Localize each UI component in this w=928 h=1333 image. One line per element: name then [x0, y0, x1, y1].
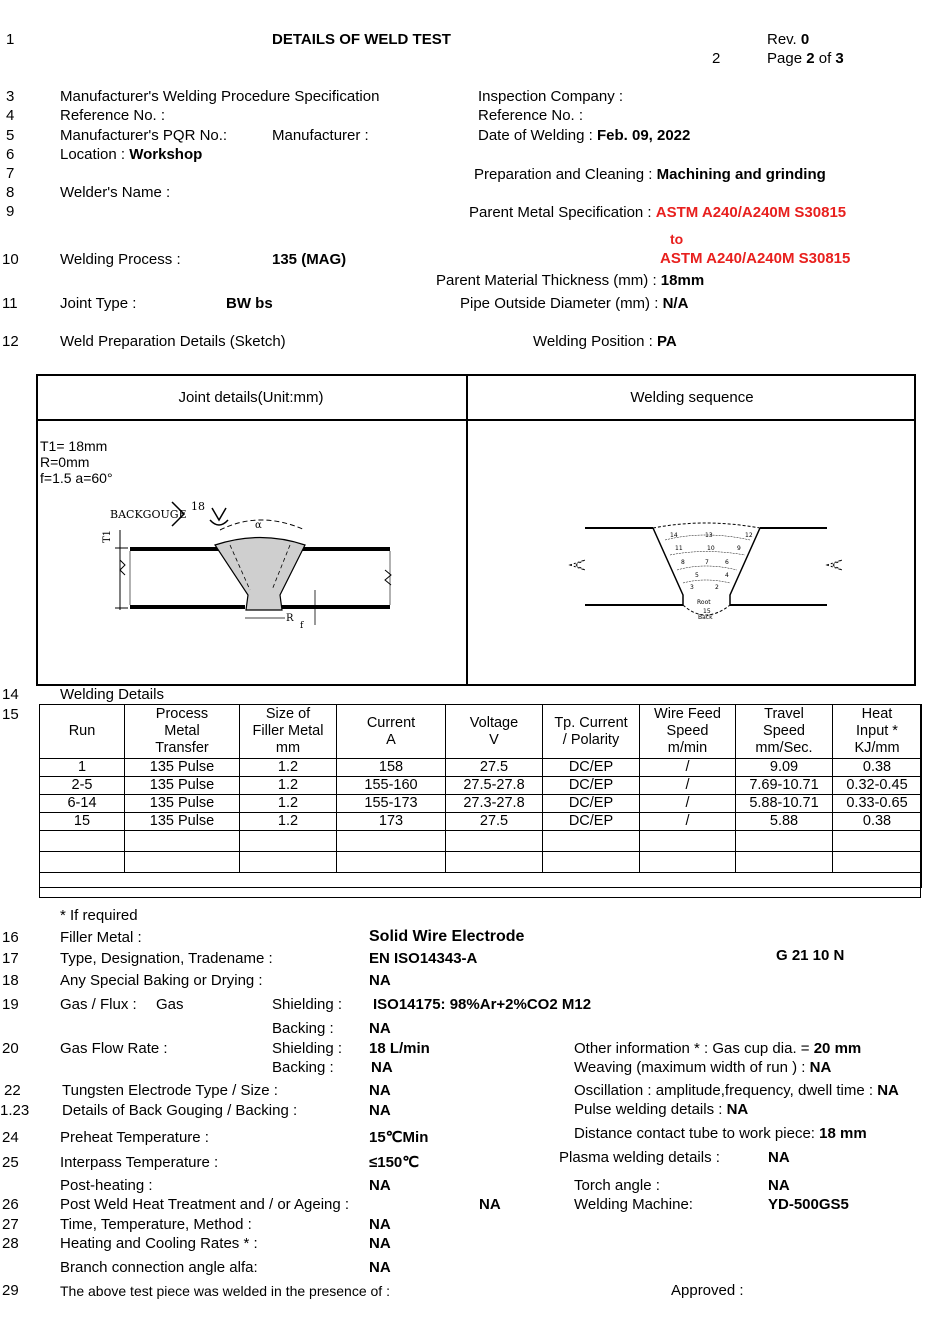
back-gouging-label: Details of Back Gouging / Backing : [62, 1102, 298, 1119]
svg-text:13: 13 [705, 532, 713, 539]
table-cell: 5.88 [736, 813, 833, 831]
parent-metal-spec: Parent Metal Specification : ASTM A240/A240M S30815 [469, 204, 847, 221]
page-title: DETAILS OF WELD TEST [272, 31, 451, 48]
welding-machine-value: YD-500GS5 [768, 1196, 849, 1213]
column-header: Tp. Current / Polarity [543, 705, 640, 759]
line-number: 26 [2, 1196, 19, 1213]
table-cell: 158 [337, 759, 446, 777]
table-cell: 135 Pulse [125, 777, 240, 795]
gas-flux-label: Gas / Flux : [60, 996, 137, 1013]
welding-process-value: 135 (MAG) [272, 251, 347, 268]
type-designation-label: Type, Designation, Tradename : [60, 950, 273, 967]
line-number: 11 [2, 295, 18, 312]
table-row [40, 777, 922, 795]
welder-name-label: Welder's Name : [60, 184, 171, 201]
parent-metal-to: to [670, 231, 684, 247]
svg-text:R: R [286, 613, 294, 624]
table-cell: 7.69-10.71 [736, 777, 833, 795]
line-number: 14 [2, 686, 19, 703]
table-cell: 27.5 [446, 813, 543, 831]
column-header: Travel Speed mm/Sec. [736, 705, 833, 759]
svg-text:4: 4 [725, 572, 729, 579]
revision: Rev. 0 [767, 31, 810, 48]
preheat-label: Preheat Temperature : [60, 1129, 209, 1146]
table-cell: 27.5 [446, 759, 543, 777]
heating-rates-value: NA [369, 1235, 391, 1252]
svg-text:7: 7 [705, 559, 709, 566]
table-cell: / [640, 759, 736, 777]
table-cell: 15 [40, 813, 125, 831]
gas-flow-label: Gas Flow Rate : [60, 1040, 168, 1057]
joint-detail-drawing [100, 490, 410, 635]
welding-sequence-drawing [565, 520, 850, 625]
table-cell: 27.3-27.8 [446, 795, 543, 813]
table-cell: 27.5-27.8 [446, 777, 543, 795]
other-information: Other information * : Gas cup dia. = 20 mm [574, 1040, 862, 1057]
line-number: 20 [2, 1040, 19, 1057]
manufacturer-label: Manufacturer : [272, 127, 369, 144]
flow-shielding-value: 18 L/min [369, 1040, 430, 1057]
table-cell: 1.2 [240, 777, 337, 795]
column-header: Run [40, 705, 125, 759]
column-header: Process Metal Transfer [125, 705, 240, 759]
svg-text:5: 5 [695, 572, 699, 579]
backing-label: Backing : [272, 1020, 334, 1037]
table-cell: 0.32-0.45 [833, 777, 922, 795]
table-row [40, 759, 922, 777]
plasma-label: Plasma welding details : [559, 1149, 720, 1166]
tungsten-label: Tungsten Electrode Type / Size : [62, 1082, 278, 1099]
type-designation-value-2: G 21 10 N [776, 947, 845, 964]
pwht-label: Post Weld Heat Treatment and / or Ageing : [60, 1196, 350, 1213]
table-cell: DC/EP [543, 795, 640, 813]
table-cell: DC/EP [543, 777, 640, 795]
pulse-welding: Pulse welding details : NA [574, 1101, 749, 1118]
preheat-value: 15℃Min [369, 1129, 429, 1146]
table-cell: 135 Pulse [125, 813, 240, 831]
location: Location : Workshop [60, 146, 203, 163]
torch-angle-label: Torch angle : [574, 1177, 660, 1194]
table-row-empty [40, 831, 922, 852]
gas-label: Gas [156, 996, 184, 1013]
column-header: Wire Feed Speed m/min [640, 705, 736, 759]
column-header: Current A [337, 705, 446, 759]
table-cell: 9.09 [736, 759, 833, 777]
time-temp-label: Time, Temperature, Method : [60, 1216, 252, 1233]
tungsten-value: NA [369, 1082, 391, 1099]
shielding-value: ISO14175: 98%Ar+2%CO2 M12 [373, 996, 592, 1013]
table-row [40, 813, 922, 831]
table-cell: 1 [40, 759, 125, 777]
svg-text:3: 3 [690, 584, 694, 591]
line-number: 9 [6, 203, 15, 220]
svg-text:BACKGOUGE: BACKGOUGE [110, 508, 187, 521]
pipe-diameter: Pipe Outside Diameter (mm) : N/A [460, 295, 689, 312]
line-number: 22 [4, 1082, 21, 1099]
flow-backing-value: NA [371, 1059, 393, 1076]
line-number: 6 [6, 146, 15, 163]
line-number: 16 [2, 929, 19, 946]
sketch-header-line [36, 419, 916, 421]
svg-text:f: f [300, 621, 304, 631]
table-cell: 155-160 [337, 777, 446, 795]
page-number: Page 2 of 3 [767, 50, 844, 67]
line-number: 27 [2, 1216, 19, 1233]
column-header: Voltage V [446, 705, 543, 759]
line-number: 5 [6, 127, 15, 144]
reference-label: Reference No. : [60, 107, 166, 124]
welding-machine-label: Welding Machine: [574, 1196, 693, 1213]
svg-text:Back: Back [698, 614, 713, 621]
svg-text:11: 11 [675, 545, 683, 552]
joint-details-header: Joint details(Unit:mm) [178, 389, 324, 406]
table-cell: 135 Pulse [125, 759, 240, 777]
svg-text:6: 6 [725, 559, 729, 566]
table-cell: 155-173 [337, 795, 446, 813]
svg-text:T1: T1 [102, 529, 113, 543]
svg-text:9: 9 [737, 545, 741, 552]
table-cell: / [640, 813, 736, 831]
filler-metal-label: Filler Metal : [60, 929, 142, 946]
svg-text:18: 18 [191, 500, 205, 513]
svg-text:8: 8 [681, 559, 685, 566]
branch-angle-value: NA [369, 1259, 391, 1276]
post-heating-label: Post-heating : [60, 1177, 153, 1194]
joint-t1: T1= 18mm [40, 438, 108, 454]
shielding-label: Shielding : [272, 996, 343, 1013]
inspection-company-label: Inspection Company : [478, 88, 624, 105]
joint-type-label: Joint Type : [60, 295, 137, 312]
type-designation-value: EN ISO14343-A [369, 950, 478, 967]
table-cell: 1.2 [240, 813, 337, 831]
table-cell: / [640, 795, 736, 813]
torch-angle-value: NA [768, 1177, 790, 1194]
joint-f-angle: f=1.5 a=60° [40, 470, 113, 486]
table-cell: 173 [337, 813, 446, 831]
table-cell: 5.88-10.71 [736, 795, 833, 813]
line-number: 17 [2, 950, 19, 967]
line-number: 4 [6, 107, 15, 124]
welding-details-title: Welding Details [60, 686, 164, 703]
line-number: 24 [2, 1129, 19, 1146]
svg-text:12: 12 [745, 532, 753, 539]
line-number: 2 [712, 50, 721, 67]
approved-label: Approved : [671, 1282, 744, 1299]
column-header: Size of Filler Metal mm [240, 705, 337, 759]
plasma-value: NA [768, 1149, 790, 1166]
inspection-reference-label: Reference No. : [478, 107, 584, 124]
welding-position: Welding Position : PA [533, 333, 677, 350]
table-cell: 0.38 [833, 759, 922, 777]
joint-r: R=0mm [40, 454, 90, 470]
pqr-label: Manufacturer's PQR No.: [60, 127, 228, 144]
contact-tube-distance: Distance contact tube to work piece: 18 mm [574, 1125, 867, 1142]
table-cell: 2-5 [40, 777, 125, 795]
line-number: 7 [6, 165, 15, 182]
weaving: Weaving (maximum width of run ) : NA [574, 1059, 832, 1076]
svg-text:10: 10 [707, 545, 715, 552]
welding-details-table [39, 704, 922, 888]
svg-text:α: α [255, 520, 262, 531]
branch-angle-label: Branch connection angle alfa: [60, 1259, 258, 1276]
line-number: 1.23 [0, 1102, 30, 1119]
heating-rates-label: Heating and Cooling Rates * : [60, 1235, 258, 1252]
line-number: 12 [2, 333, 19, 350]
post-heating-value: NA [369, 1177, 391, 1194]
line-number: 25 [2, 1154, 19, 1171]
baking-value: NA [369, 972, 391, 989]
time-temp-value: NA [369, 1216, 391, 1233]
date-of-welding: Date of Welding : Feb. 09, 2022 [478, 127, 691, 144]
line-number: 15 [2, 706, 19, 723]
baking-label: Any Special Baking or Drying : [60, 972, 263, 989]
table-cell: 6-14 [40, 795, 125, 813]
line-number: 8 [6, 184, 15, 201]
table-cell: 0.33-0.65 [833, 795, 922, 813]
flow-backing-label: Backing : [272, 1059, 334, 1076]
interpass-value: ≤150℃ [369, 1154, 420, 1171]
backing-value: NA [369, 1020, 391, 1037]
flow-shielding-label: Shielding : [272, 1040, 343, 1057]
filler-metal-value: Solid Wire Electrode [369, 928, 525, 945]
svg-text:Root: Root [697, 599, 711, 606]
if-required-note: * If required [60, 907, 138, 924]
wps-label: Manufacturer's Welding Procedure Specification [60, 88, 380, 105]
line-number: 29 [2, 1282, 19, 1299]
line-number: 10 [2, 251, 19, 268]
line-number: 28 [2, 1235, 19, 1252]
parent-metal-spec-2: ASTM A240/A240M S30815 [660, 250, 851, 267]
table-row [40, 795, 922, 813]
table-cell: 0.38 [833, 813, 922, 831]
table-cell: 1.2 [240, 795, 337, 813]
column-header: Heat Input * KJ/mm [833, 705, 922, 759]
line-number: 19 [2, 996, 19, 1013]
svg-text:2: 2 [715, 584, 719, 591]
weld-prep-label: Weld Preparation Details (Sketch) [60, 333, 286, 350]
line-number: 18 [2, 972, 19, 989]
interpass-label: Interpass Temperature : [60, 1154, 219, 1171]
welding-process-label: Welding Process : [60, 251, 181, 268]
parent-thickness: Parent Material Thickness (mm) : 18mm [436, 272, 705, 289]
welding-sequence-header: Welding sequence [630, 389, 754, 406]
presence-statement: The above test piece was welded in the presence of : [60, 1283, 390, 1299]
table-cell: / [640, 777, 736, 795]
line-number: 3 [6, 88, 15, 105]
table-cell: DC/EP [543, 759, 640, 777]
table-cell: 1.2 [240, 759, 337, 777]
table-row-empty [40, 873, 922, 888]
table-cell: 135 Pulse [125, 795, 240, 813]
pwht-value: NA [479, 1196, 501, 1213]
line-number: 1 [6, 31, 15, 48]
svg-text:14: 14 [670, 532, 678, 539]
joint-type-value: BW bs [226, 295, 273, 312]
table-cell: DC/EP [543, 813, 640, 831]
back-gouging-value: NA [369, 1102, 391, 1119]
oscillation: Oscillation : amplitude,frequency, dwell time : NA [574, 1082, 899, 1099]
table-row-empty [40, 852, 922, 873]
preparation-cleaning: Preparation and Cleaning : Machining and grinding [474, 166, 826, 183]
svg-text:15: 15 [703, 608, 711, 615]
